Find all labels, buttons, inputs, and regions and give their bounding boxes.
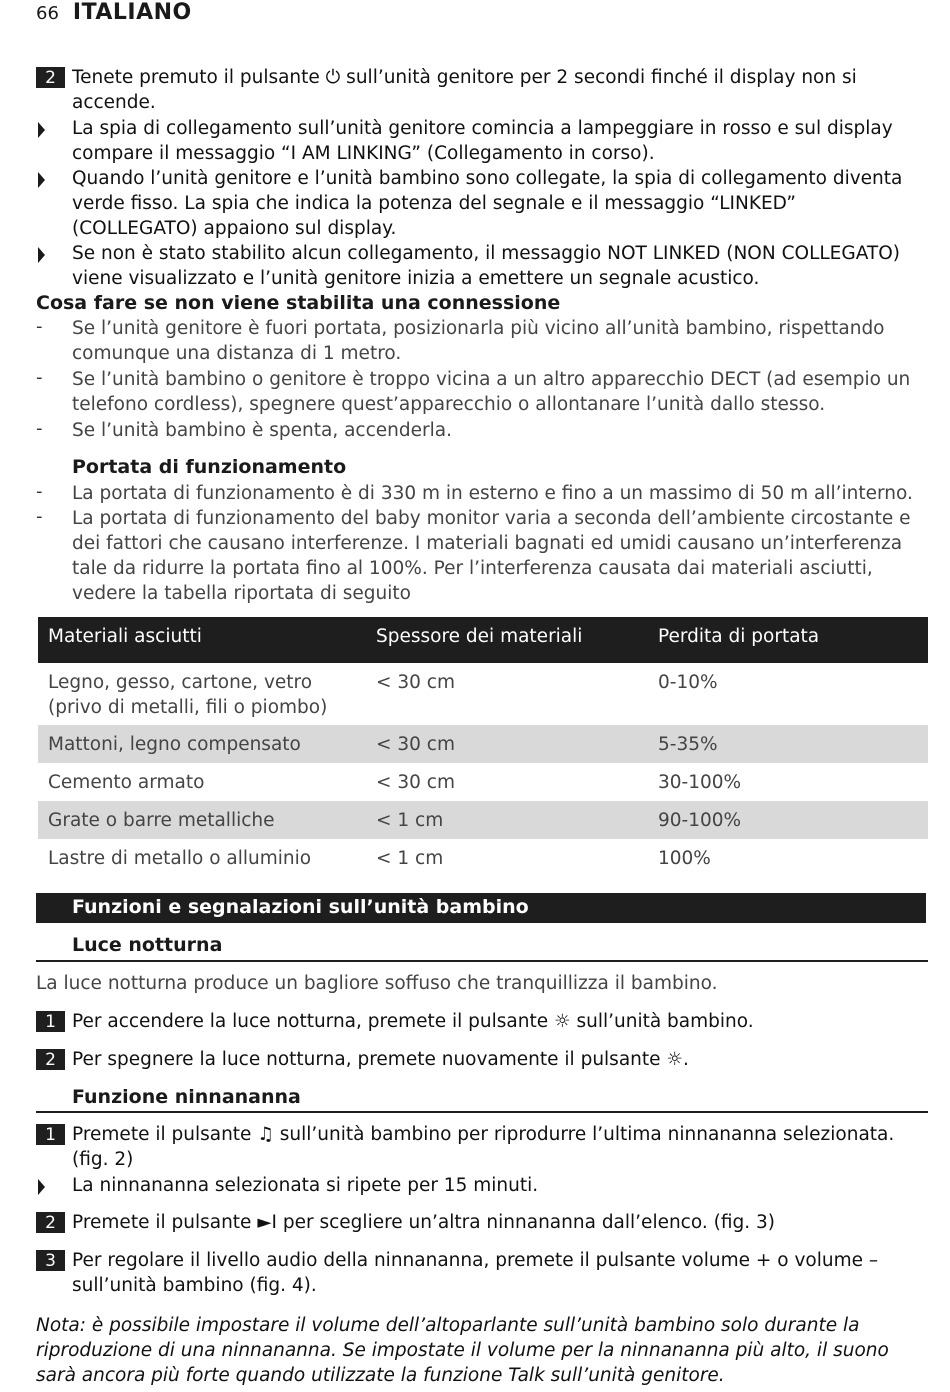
night-light-step-1: [36, 1009, 916, 1034]
table-row: [38, 725, 928, 763]
table-cell: 0-10%: [658, 672, 718, 693]
lullaby-step-3: [36, 1248, 916, 1298]
table-cell: < 30 cm: [376, 672, 455, 693]
column-header: Perdita di portata: [658, 626, 820, 647]
intro-bullet-text: Se non è stato stabilito alcun collegamento, il messaggio NOT LINKED (NON COLLEGATO) viene visualizzato e l’unità genitore inizia a emettere un segnale acustico.: [72, 243, 901, 289]
bullet-arrow-icon: [38, 172, 45, 188]
list-item-text: La portata di funzionamento del baby monitor varia a seconda dell’ambiente circostante e dei fattori che causano interferenze. I materiali bagnati ed umidi causano un’interferenza tale da ridurre la portata fino al 100%. Per l’interferenza causata dai materiali asciutti, vedere la tabella riportata di seguito: [72, 508, 911, 604]
list-item: - La portata di funzionamento del baby monitor varia a seconda dell’ambiente circostante e dei fattori che causano interferenze. I materiali bagnati ed umidi causano un’interferenza tale da ridurre la portata fino al 100%. Per l’interferenza causata dai materiali asciutti, vedere la tabella riportata di seguito: [36, 506, 916, 606]
intro-bullet: [36, 116, 916, 166]
night-light-intro: La luce notturna produce un bagliore soffuso che tranquillizza il bambino.: [36, 973, 718, 994]
lullaby-bullet: [36, 1173, 916, 1198]
step-text: Per spegnere la luce notturna, premete nuovamente il pulsante ☼.: [72, 1049, 689, 1070]
lullaby-step-2: [36, 1210, 916, 1235]
night-light-heading: Luce notturna: [72, 934, 223, 956]
list-item-text: Se l’unità genitore è fuori portata, posizionarla più vicino all’unità bambino, rispettando comunque una distanza di 1 metro.: [72, 318, 885, 364]
no-connection-heading: Cosa fare se non viene stabilita una connessione: [36, 292, 561, 314]
table-cell: < 1 cm: [376, 848, 444, 869]
intro-step-2-text: Tenete premuto il pulsante ⏻ sull’unità genitore per 2 secondi finché il display non si accende.: [72, 67, 857, 113]
intro-bullet-text: Quando l’unità genitore e l’unità bambino sono collegate, la spia di collegamento diventa verde fisso. La spia che indica la potenza del segnale e il messaggio “LINKED” (COLLEGATO) appaiono sul display.: [72, 168, 903, 239]
bullet-arrow-icon: [38, 1179, 45, 1195]
intro-bullet: [36, 241, 916, 291]
step-text: Per regolare il livello audio della ninnananna, premete il pulsante volume + o volume – sull’unità bambino (fig. 4).: [72, 1250, 879, 1296]
page-header: [36, 0, 192, 30]
step-number: 1: [36, 1124, 65, 1145]
section-title-bar: [36, 893, 926, 923]
table-cell: 90-100%: [658, 810, 742, 831]
table-row: [38, 801, 928, 839]
list-item-text: Se l’unità bambino o genitore è troppo vicina a un altro apparecchio DECT (ad esempio un telefono cordless), spegnere quest’apparecchio o allontanare l’unità dallo stesso.: [72, 369, 911, 415]
list-item-text: Se l’unità bambino è spenta, accenderla.: [72, 420, 452, 441]
step-number: 2: [36, 67, 65, 88]
intro-bullet-text: La spia di collegamento sull’unità genitore comincia a lampeggiare in rosso e sul display compare il messaggio “I AM LINKING” (Collegamento in corso).: [72, 118, 893, 164]
table-cell: 100%: [658, 848, 711, 869]
lullaby-step-1: [36, 1122, 916, 1172]
lullaby-heading: Funzione ninnananna: [72, 1086, 301, 1108]
intro-bullet: [36, 166, 916, 241]
table-cell: < 30 cm: [376, 772, 455, 793]
night-light-step-2: [36, 1047, 916, 1072]
intro-step-2: [36, 65, 916, 115]
table-row: [38, 839, 928, 877]
step-text: Premete il pulsante ♫ sull’unità bambino per riprodurre l’ultima ninnananna selezionata. (fig. 2): [72, 1124, 895, 1170]
step-text: Per accendere la luce notturna, premete il pulsante ☼ sull’unità bambino.: [72, 1011, 754, 1032]
list-item: - Se l’unità bambino è spenta, accenderla.: [36, 418, 916, 443]
divider: [36, 1111, 928, 1113]
table-cell: Mattoni, legno compensato: [48, 734, 301, 755]
list-item: - Se l’unità genitore è fuori portata, posizionarla più vicino all’unità bambino, rispettando comunque una distanza di 1 metro.: [36, 316, 916, 366]
table-cell: < 30 cm: [376, 734, 455, 755]
table-cell: Cemento armato: [48, 772, 205, 793]
table-cell: Lastre di metallo o alluminio: [48, 848, 312, 869]
table-cell: 5-35%: [658, 734, 718, 755]
divider: [36, 960, 928, 962]
table-cell: Legno, gesso, cartone, vetro (privo di metalli, fili o piombo): [48, 672, 328, 718]
column-header: Spessore dei materiali: [376, 626, 583, 647]
table-cell: Grate o barre metalliche: [48, 810, 275, 831]
bullet-text: La ninnananna selezionata si ripete per 15 minuti.: [72, 1175, 539, 1196]
table-header: [38, 617, 928, 663]
column-header: Materiali asciutti: [48, 626, 202, 647]
language-title: ITALIANO: [72, 0, 192, 25]
step-number: 2: [36, 1212, 65, 1233]
list-item: - Se l’unità bambino o genitore è troppo vicina a un altro apparecchio DECT (ad esempio un telefono cordless), spegnere quest’apparecchio o allontanare l’unità dallo stesso.: [36, 367, 916, 417]
step-number: 2: [36, 1049, 65, 1070]
bullet-arrow-icon: [38, 122, 45, 138]
step-text: Premete il pulsante ►I per scegliere un’altra ninnananna dall’elenco. (fig. 3): [72, 1212, 775, 1233]
section-title: Funzioni e segnalazioni sull’unità bambino: [72, 896, 529, 918]
note-text: Nota: è possibile impostare il volume dell’altoparlante sull’unità bambino solo durante la riproduzione di una ninnananna. Se impostate il volume per la ninnananna più alto, il suono sarà ancora più forte quando utilizzate la funzione Talk sull’unità genitore.: [36, 1315, 889, 1386]
step-number: 1: [36, 1011, 65, 1032]
list-item: - La portata di funzionamento è di 330 m in esterno e fino a un massimo di 50 m all’interno.: [36, 481, 916, 506]
page-number: 66: [36, 3, 59, 24]
list-item-text: La portata di funzionamento è di 330 m in esterno e fino a un massimo di 50 m all’interno.: [72, 483, 913, 504]
table-row: [38, 663, 928, 725]
step-number: 3: [36, 1250, 65, 1271]
table-cell: 30-100%: [658, 772, 742, 793]
bullet-arrow-icon: [38, 247, 45, 263]
table-row: [38, 763, 928, 801]
table-cell: < 1 cm: [376, 810, 444, 831]
range-heading: Portata di funzionamento: [72, 456, 347, 478]
